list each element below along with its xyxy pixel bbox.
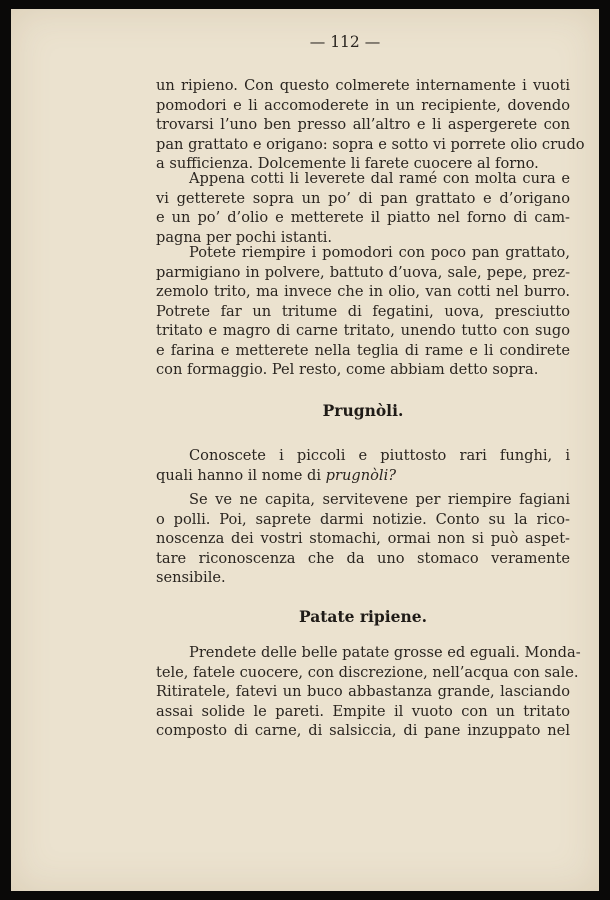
text-line: tritato e magro di carne tritato, unendo tutto con sugo	[156, 322, 570, 339]
italic-term: prugnòli?	[325, 466, 397, 484]
section-heading-prugnoli: Prugnòli.	[322, 401, 404, 420]
text-line: e un po’ d’olio e metterete il piatto nel forno di cam-	[156, 209, 570, 226]
text-line: Conoscete i piccoli e piuttosto rari funghi, i	[189, 447, 570, 464]
text-line: a sufficienza. Dolcemente li farete cuocere al forno.	[156, 155, 539, 172]
paragraph-prugnoli-2	[156, 490, 570, 588]
text-line: e farina e metterete nella teglia di rame e li condirete	[156, 341, 570, 359]
paragraph-patate-1	[156, 643, 581, 741]
text-line: tare riconoscenza che da uno stomaco veramente	[156, 549, 570, 567]
text-line: sensibile.	[156, 569, 226, 586]
text-line: noscenza dei vostri stomachi, ormai non si può aspet-	[156, 530, 570, 547]
page-number: — 112 —	[309, 33, 381, 51]
text-line: parmigiano in polvere, battuto d’uova, sale, pepe, prez-	[156, 263, 570, 281]
text-line: Potrete far un tritume di fegatini, uova, presciutto	[156, 302, 570, 320]
text-line: Se ve ne capita, servitevene per riempire fagiani	[189, 491, 570, 508]
text-line: assai solide le pareti. Empite il vuoto con un tritato	[156, 702, 570, 720]
text-line	[156, 466, 570, 486]
text-line: Prendete delle belle patate grosse ed eguali. Monda-	[189, 644, 581, 661]
text-line: vi getterete sopra un po’ di pan grattato e d’origano	[156, 189, 570, 207]
text-line: con formaggio. Pel resto, come abbiam detto sopra.	[156, 361, 539, 378]
text-line: un ripieno. Con questo colmerete internamente i vuoti	[156, 77, 570, 94]
paragraph-intro-3	[156, 243, 570, 380]
text-line: tele, fatele cuocere, con discrezione, nell’acqua con sale.	[156, 663, 579, 681]
text-line: pomodori e li accomoderete in un recipiente, dovendo	[156, 96, 570, 114]
text-line: Appena cotti li leverete dal ramé con molta cura e	[189, 170, 570, 187]
text-line: pagna per pochi istanti.	[156, 228, 333, 246]
text-line: trovarsi l’uno ben presso all’altro e li aspergerete con	[156, 116, 570, 133]
text-line: zemolo trito, ma invece che in olio, van cotti nel burro.	[156, 283, 570, 300]
text-line: Potete riempire i pomodori con poco pan grattato,	[189, 244, 570, 261]
paragraph-intro-2	[156, 169, 570, 247]
text-fragment: quali hanno il nome di	[156, 466, 326, 484]
text-line: o polli. Poi, saprete darmi notizie. Conto su la rico-	[156, 510, 570, 528]
text-line: Ritiratele, fatevi un buco abbastanza grande, lasciando	[156, 683, 570, 700]
book-page	[11, 9, 599, 891]
text-line: pan grattato e origano: sopra e sotto vi porrete olio crudo	[156, 135, 585, 153]
section-heading-patate: Patate ripiene.	[298, 607, 428, 626]
text-line: composto di carne, di salsiccia, di pane inzuppato nel	[156, 722, 570, 739]
paragraph-prugnoli-1	[156, 446, 570, 485]
paragraph-intro-1	[156, 76, 585, 174]
